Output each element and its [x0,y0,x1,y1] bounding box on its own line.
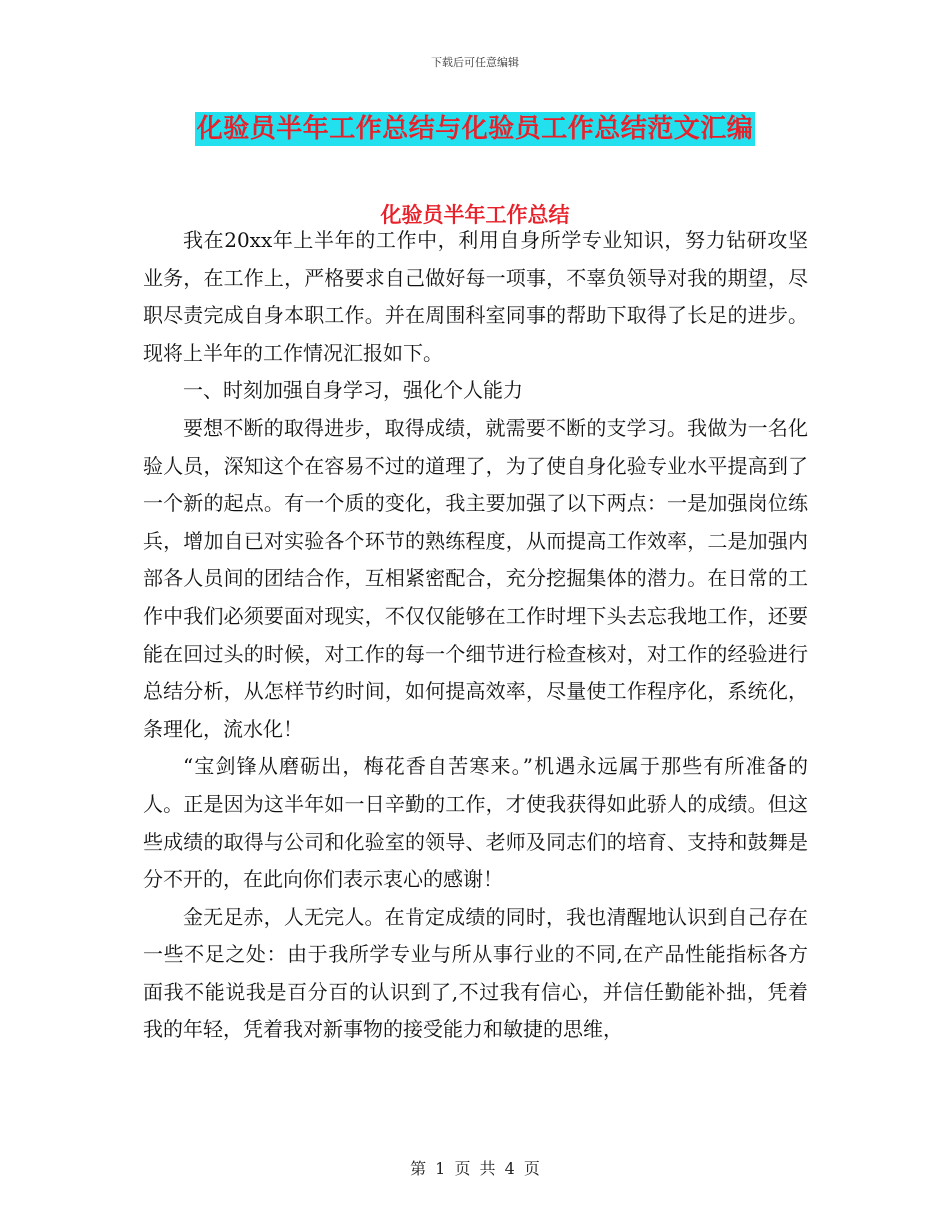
paragraph: 我在20xx年上半年的工作中，利用自身所学专业知识，努力钻研攻坚业务，在工作上，严格要求自己做好每一项事，不辜负领导对我的期望，尽职尽责完成自身本职工作。并在周围科室同事的帮助下取得了长足的进步。现将上半年的工作情况汇报如下。 [143,228,808,365]
paragraph: “宝剑锋从磨砺出，梅花香自苦寒来。”机遇永远属于那些有所准备的人。正是因为这半年如一日辛勤的工作，才使我获得如此骄人的成绩。但这些成绩的取得与公司和化验室的领导、老师及同志们的培育、支持和鼓舞是分不开的，在此向你们表示衷心的感谢！ [143,754,808,892]
paragraph: 要想不断的取得进步，取得成绩，就需要不断的支学习。我做为一名化验人员，深知这个在容易不过的道理了，为了使自身化验专业水平提高到了一个新的起点。有一个质的变化，我主要加强了以下两点：一是加强岗位练兵，增加自已对实验各个环节的熟练程度，从而提高工作效率，二是加强内部各人员间的团结合作，互相紧密配合，充分挖掘集体的潜力。在日常的工作中我们必须要面对现实，不仅仅能够在工作时埋下头去忘我地工作，还要能在回过头的时候，对工作的每一个细节进行检查核对，对工作的经验进行总结分析，从怎样节约时间，如何提高效率，尽量使工作程序化，系统化，条理化，流水化！ [143,415,808,741]
header-note: 下载后可任意编辑 [431,56,519,69]
paragraph: 金无足赤，人无完人。在肯定成绩的同时，我也清醒地认识到自己存在一些不足之处：由于我所学专业与所从事行业的不同,在产品性能指标各方面我不能说我是百分百的认识到了,不过我有信心，并信任勤能补拙，凭着我的年轻，凭着我对新事物的接受能力和敏捷的思维， [143,904,808,1042]
document-title-container [0,112,950,146]
paragraph: 一、时刻加强自身学习，强化个人能力 [183,378,523,403]
body-text [143,222,808,1049]
page-number-footer: 第 1 页 共 4 页 [410,1159,540,1178]
document-title: 化验员半年工作总结与化验员工作总结范文汇编 [196,114,754,144]
section-title: 化验员半年工作总结 [380,202,570,227]
